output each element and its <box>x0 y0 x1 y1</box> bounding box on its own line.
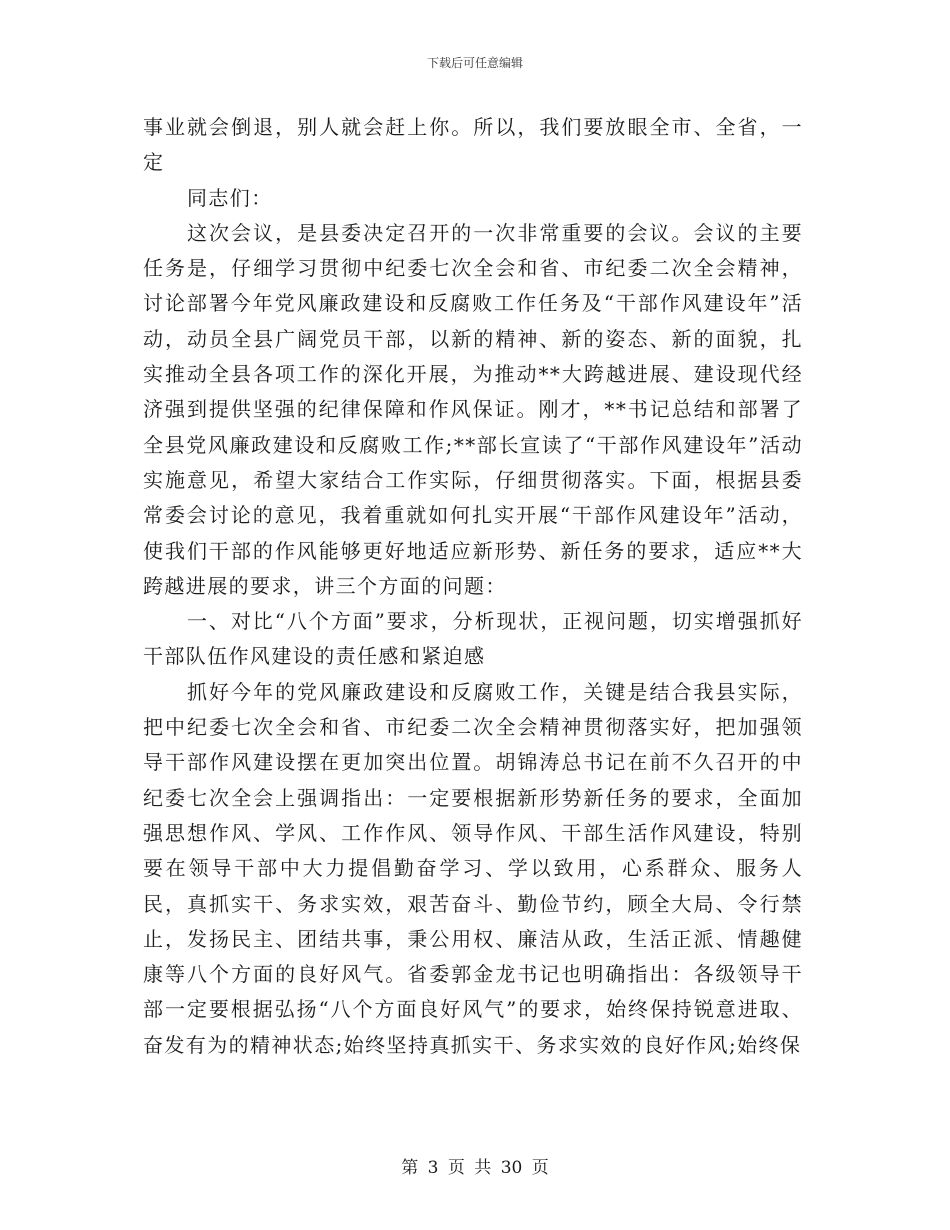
paragraph-body: 抓好今年的党风廉政建设和反腐败工作，关键是结合我县实际，把中纪委七次全会和省、市纪委二次全会精神贯彻落实好，把加强领导干部作风建设摆在更加突出位置。胡锦涛总书记在前不久召开的中纪委七次全会上强调指出：一定要根据新形势新任务的要求，全面加强思想作风、学风、工作作风、领导作风、干部生活作风建设，特别要在领导干部中大力提倡勤奋学习、学以致用，心系群众、服务人民，真抓实干、务求实效，艰苦奋斗、勤俭节约，顾全大局、令行禁止，发扬民主、团结共事，秉公用权、廉洁从政，生活正派、情趣健康等八个方面的良好风气。省委郭金龙书记也明确指出：各级领导干部一定要根据弘扬“八个方面良好风气”的要求，始终保持锐意进取、奋发有为的精神状态;始终坚持真抓实干、务求实效的良好作风;始终保 <box>143 679 803 1057</box>
paragraph-meeting-intro: 这次会议，是县委决定召开的一次非常重要的会议。会议的主要任务是，仔细学习贯彻中纪委七次全会和省、市纪委二次全会精神，讨论部署今年党风廉政建设和反腐败工作任务及“干部作风建设年”活动，动员全县广阔党员干部，以新的精神、新的姿态、新的面貌，扎实推动全县各项工作的深化开展，为推动**大跨越进展、建设现代经济强到提供坚强的纪律保障和作风保证。刚才，**书记总结和部署了全县党风廉政建设和反腐败工作;**部长宣读了“干部作风建设年”活动实施意见，希望大家结合工作实际，仔细贯彻落实。下面，根据县委常委会讨论的意见，我着重就如何扎实开展“干部作风建设年”活动，使我们干部的作风能够更好地适应新形势、新任务的要求，适应**大跨越进展的要求，讲三个方面的问题： <box>143 220 803 598</box>
document-body <box>143 110 803 1063</box>
section-heading-one: 一、对比“八个方面”要求，分析现状，正视问题，切实增强抓好干部队伍作风建设的责任感和紧迫感 <box>143 609 803 669</box>
page-footer: 第 3 页 共 30 页 <box>401 1158 549 1178</box>
paragraph-continuation: 事业就会倒退，别人就会赶上你。所以，我们要放眼全市、全省，一定 <box>143 115 803 175</box>
paragraph-salutation: 同志们： <box>187 185 273 210</box>
page-header: 下载后可任意编辑 <box>426 56 523 70</box>
